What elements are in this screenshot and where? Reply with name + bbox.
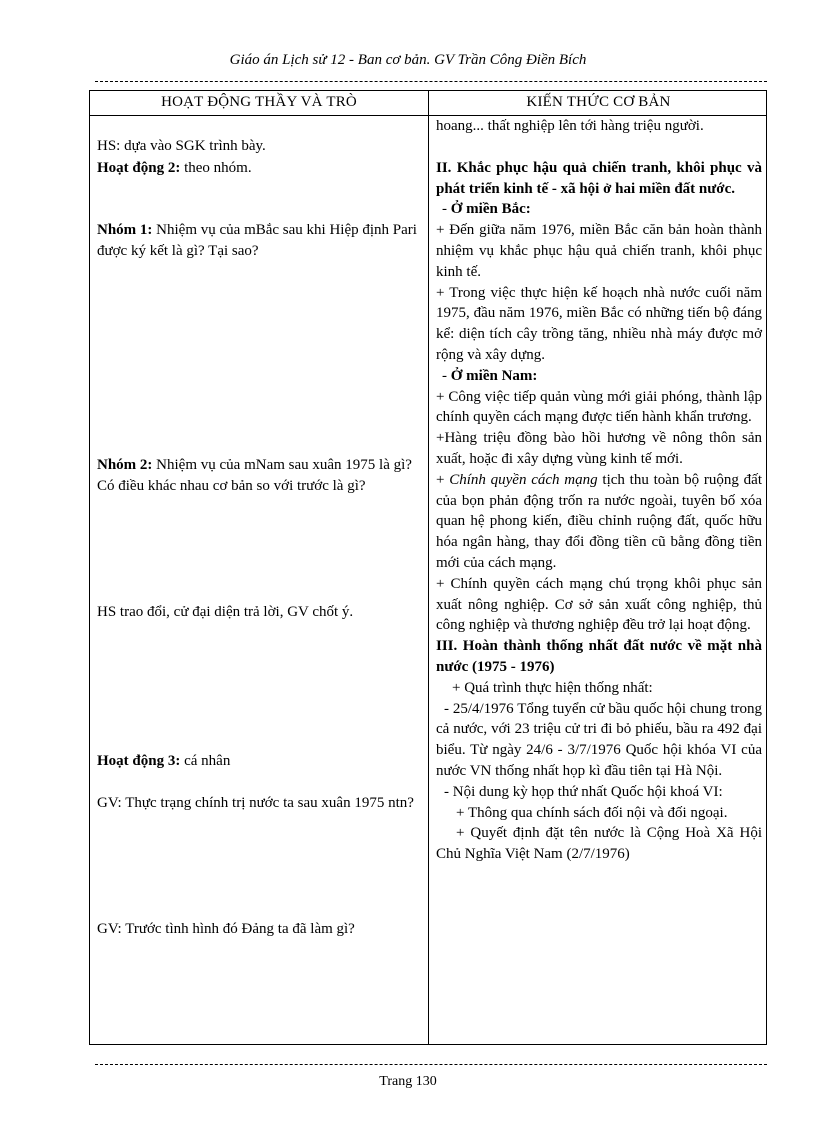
section-3-item-c-text: - Nội dung kỳ họp thứ nhất Quốc hội khoá VI: — [444, 783, 723, 800]
section-3-item-d — [436, 803, 762, 824]
section-3-title — [436, 636, 762, 678]
section-3-item-a: + Quá trình thực hiện thống nhất: — [452, 679, 653, 696]
south-item-1: + Công việc tiếp quản vùng mới giải phóng, thành lập chính quyền cách mạng được tiến hành khẩn trương. — [436, 388, 762, 426]
section-3-item-c — [436, 782, 762, 803]
content-block — [436, 116, 762, 865]
footer-divider — [95, 1064, 767, 1065]
section-3-item-e — [436, 823, 762, 865]
north-prefix: - — [442, 201, 451, 218]
north-heading — [436, 199, 762, 220]
activity-3-label: Hoạt động 3: — [97, 753, 181, 769]
header-divider — [95, 81, 767, 82]
content-line-intro: hoang... thất nghiệp lên tới hàng triệu người. — [436, 118, 704, 134]
south-item-3-rest: tịch thu toàn bộ ruộng đất của bọn phản động trốn ra nước ngoài, tuyên bố xóa quan hệ phong kiến, điều chỉnh ruộng đất, quốc hữu hóa ngân hàng, thay đổi đồng tiền cũ bằng đồng tiền mới của cách mạng. — [436, 471, 762, 571]
student-task-1: HS: dựa vào SGK trình bày. — [97, 138, 266, 154]
south-item-3 — [436, 470, 762, 574]
activity-3-text: cá nhân — [180, 753, 231, 769]
section-3-item-e-text: + Quyết định đặt tên nước là Cộng Hoà Xã Hội Chủ Nghĩa Việt Nam (2/7/1976) — [436, 825, 762, 863]
north-item-2: + Trong việc thực hiện kế hoạch nhà nước cuối năm 1975, đầu năm 1976, miền Bắc có những tiến bộ đáng kể: diện tích cây trồng tăng, nhiều nhà máy được mở rộng và xây dựng. — [436, 284, 762, 363]
section-2-title-text: II. Khắc phục hậu quả chiến tranh, khôi phục và phát triển kinh tế - xã hội ở hai miền đất nước. — [436, 159, 762, 197]
group-1-label: Nhóm 1: — [97, 222, 153, 238]
group-1-question — [97, 220, 422, 262]
south-item-2: +Hàng triệu đồng bào hồi hương về nông thôn sản xuất, hoặc đi xây dựng vùng kinh tế mới. — [436, 430, 762, 467]
group-2-question — [97, 455, 422, 497]
teacher-question-2: GV: Trước tình hình đó Đảng ta đã làm gì? — [97, 921, 355, 937]
south-prefix: - — [442, 367, 451, 384]
activity-3 — [97, 751, 422, 772]
south-heading — [436, 366, 762, 387]
south-item-4: + Chính quyền cách mạng chú trọng khôi phục sản xuất nông nghiệp. Cơ sở sản xuất công nghiệp, thủ công nghiệp và thương nghiệp đều trở lại hoạt động. — [436, 575, 762, 634]
group-2-label: Nhóm 2: — [97, 457, 153, 473]
col-left-title: HOẠT ĐỘNG THẦY VÀ TRÒ — [161, 94, 357, 110]
south-item-3-italic: Chính quyền cách mạng — [449, 471, 598, 488]
section-3-item-b-text: - 25/4/1976 Tổng tuyển cử bầu quốc hội chung trong cả nước, với 23 triệu cử tri đi bỏ phiếu, bầu ra 492 đại biểu. Từ ngày 24/6 - 3/7/1976 Quốc hội khóa VI của nước VN thống nhất họp kì đầu tiên tại Hà Nội. — [436, 700, 762, 779]
page-number: Trang 130 — [379, 1074, 437, 1089]
section-3-title-text: III. Hoàn thành thống nhất đất nước về mặt nhà nước (1975 - 1976) — [436, 638, 762, 675]
activity-2-label: Hoạt động 2: — [97, 160, 181, 176]
section-2-title — [436, 158, 762, 200]
col-right-title: KIẾN THỨC CƠ BẢN — [526, 94, 671, 110]
south-title: Ở miền Nam: — [450, 367, 538, 384]
section-3-item-b — [436, 699, 762, 782]
teacher-question-1: GV: Thực trạng chính trị nước ta sau xuân 1975 ntn? — [97, 795, 414, 811]
lesson-table — [89, 90, 767, 1045]
section-3-item-d-text: + Thông qua chính sách đối nội và đối ngoại. — [456, 804, 728, 821]
south-item-3-prefix: + — [436, 471, 450, 488]
group-1-text: Nhiệm vụ của mBắc sau khi Hiệp định Pari được ký kết là gì? Tại sao? — [97, 222, 417, 259]
activity-2-text: theo nhóm. — [180, 160, 252, 176]
student-task-2: HS trao đổi, cử đại diện trả lời, GV chốt ý. — [97, 604, 354, 620]
activity-2 — [97, 158, 422, 179]
page-header: Giáo án Lịch sử 12 - Ban cơ bản. GV Trần Công Điền Bích — [229, 52, 587, 68]
north-title: Ở miền Bắc: — [450, 201, 531, 218]
column-divider — [428, 91, 429, 1044]
north-item-1: + Đến giữa năm 1976, miền Bắc căn bản hoàn thành nhiệm vụ khắc phục hậu quả chiến tranh, khôi phục kinh tế. — [436, 222, 762, 280]
group-2-text: Nhiệm vụ của mNam sau xuân 1975 là gì? Có điều khác nhau cơ bản so với trước là gì? — [97, 457, 412, 494]
